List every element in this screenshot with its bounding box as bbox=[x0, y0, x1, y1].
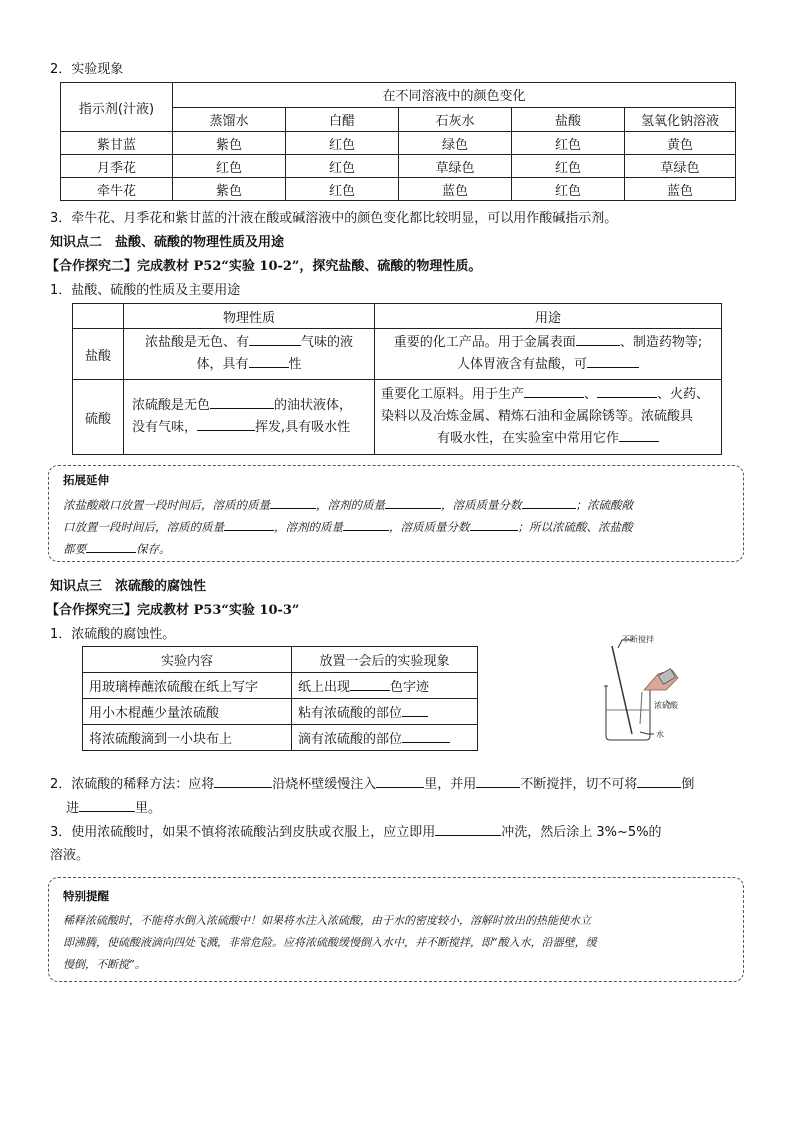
h2so4-use-cell bbox=[375, 380, 722, 455]
experiment-content: 用小木棍蘸少量浓硫酸 bbox=[83, 699, 292, 725]
table-cell: 红色 bbox=[512, 155, 625, 178]
blank-line[interactable] bbox=[637, 775, 681, 788]
table-row bbox=[61, 155, 736, 178]
warning-line-3: 慢倒，不断搅”。 bbox=[63, 958, 146, 971]
blank-line[interactable] bbox=[270, 496, 316, 509]
hcl-use-cell bbox=[375, 329, 722, 380]
extension-text: ，溶质质量分数 bbox=[441, 498, 522, 512]
blank-line[interactable] bbox=[402, 730, 450, 743]
blank-line[interactable] bbox=[470, 518, 518, 531]
column-header: 放置一会后的实验现象 bbox=[292, 647, 478, 673]
hcl-phys-text: 性 bbox=[288, 357, 302, 372]
blank-line[interactable] bbox=[249, 355, 289, 368]
blank-line[interactable] bbox=[619, 429, 659, 442]
table-cell: 红色 bbox=[173, 155, 286, 178]
corrosion-table bbox=[82, 646, 478, 751]
table-row bbox=[73, 380, 722, 455]
extension-text: 都要 bbox=[63, 542, 86, 556]
warning-line-1: 稀释浓硫酸时，不能将水倒入浓硫酸中！如果将水注入浓硫酸，由于水的密度较小，溶解时放出的热能使水立 bbox=[63, 914, 591, 927]
table-row bbox=[83, 673, 478, 699]
group-header: 在不同溶液中的颜色变化 bbox=[173, 83, 736, 108]
table-cell: 紫色 bbox=[173, 132, 286, 155]
h2so4-phys-text: 浓硫酸是无色 bbox=[132, 398, 211, 413]
observation-text: 粘有浓硫酸的部位 bbox=[298, 706, 403, 721]
column-header: 氢氧化钠溶液 bbox=[625, 107, 736, 132]
row-label: 牵牛花 bbox=[61, 178, 173, 201]
table-cell: 蓝色 bbox=[625, 178, 736, 201]
blank-line[interactable] bbox=[476, 775, 520, 788]
column-header-use: 用途 bbox=[375, 304, 722, 329]
table-cell: 紫色 bbox=[173, 178, 286, 201]
hand-bottle-icon bbox=[644, 669, 678, 690]
blank-line[interactable] bbox=[435, 823, 501, 836]
table-cell: 草绿色 bbox=[625, 155, 736, 178]
dilution-text: 沿烧杯壁缓慢注入 bbox=[272, 777, 377, 792]
blank-line[interactable] bbox=[343, 518, 389, 531]
table-cell: 红色 bbox=[286, 155, 399, 178]
dilution-line-1 bbox=[50, 775, 694, 794]
dilution-text: 里。 bbox=[135, 801, 162, 816]
h2so4-use-text: 重要化工原料。用于生产 bbox=[381, 387, 525, 402]
table-row bbox=[61, 132, 736, 155]
knowledge-point-2-title: 知识点二 盐酸、硫酸的物理性质及用途 bbox=[50, 235, 285, 250]
hcl-phys-text: 气味的液 bbox=[301, 335, 354, 350]
color-change-table bbox=[60, 82, 736, 201]
section-2-title: 2．实验现象 bbox=[50, 62, 124, 77]
observation-text: 纸上出现 bbox=[298, 680, 351, 695]
dilution-text: 2．浓硫酸的稀释方法：应将 bbox=[50, 777, 215, 792]
extension-line-1 bbox=[63, 495, 633, 515]
experiment-content: 将浓硫酸滴到一小块布上 bbox=[83, 725, 292, 751]
acid-properties-table bbox=[72, 303, 722, 455]
table-cell: 黄色 bbox=[625, 132, 736, 155]
blank-line[interactable] bbox=[385, 496, 441, 509]
extension-line-3 bbox=[63, 539, 171, 559]
blank-line[interactable] bbox=[79, 799, 135, 812]
dilution-text: 里，并用 bbox=[424, 777, 477, 792]
dilution-text: 不断搅拌，切不可将 bbox=[520, 777, 638, 792]
table-cell: 绿色 bbox=[399, 132, 512, 155]
blank-line[interactable] bbox=[86, 540, 136, 553]
extension-text: ；所以浓硫酸、浓盐酸 bbox=[517, 520, 633, 534]
column-header-physical: 物理性质 bbox=[124, 304, 375, 329]
blank-line[interactable] bbox=[224, 518, 274, 531]
experiment-observation bbox=[292, 673, 478, 699]
corrosion-heading: 1．浓硫酸的腐蚀性。 bbox=[50, 627, 176, 642]
hcl-use-text: 重要的化工产品。用于金属表面 bbox=[393, 335, 576, 350]
table-row bbox=[73, 329, 722, 380]
experiment-observation bbox=[292, 725, 478, 751]
blank-line[interactable] bbox=[376, 775, 424, 788]
observation-text: 滴有浓硫酸的部位 bbox=[298, 732, 403, 747]
hcl-phys-text: 体，具有 bbox=[196, 357, 249, 372]
glass-rod-icon bbox=[612, 646, 632, 734]
warning-box-title: 特别提醒 bbox=[63, 889, 109, 903]
blank-line[interactable] bbox=[249, 333, 301, 346]
hcl-physical-cell bbox=[124, 329, 375, 380]
column-header: 蒸馏水 bbox=[173, 107, 286, 132]
column-header: 实验内容 bbox=[83, 647, 292, 673]
h2so4-phys-text: 的油状液体， bbox=[274, 398, 353, 413]
blank-line[interactable] bbox=[524, 385, 584, 398]
warning-box bbox=[48, 877, 744, 982]
h2so4-physical-cell bbox=[124, 380, 375, 455]
extension-line-2 bbox=[63, 517, 633, 537]
extension-text: 浓盐酸敞口放置一段时间后，溶质的质量 bbox=[63, 498, 270, 512]
experiment-content: 用玻璃棒蘸浓硫酸在纸上写字 bbox=[83, 673, 292, 699]
coop-explore-2-title: 【合作探究二】完成教材 P52“实验 10-2”，探究盐酸、硫酸的物理性质。 bbox=[46, 259, 482, 274]
dilution-text: 进 bbox=[66, 801, 80, 816]
h2so4-use-text: 、火药、 bbox=[657, 387, 710, 402]
row-label-hcl: 盐酸 bbox=[73, 329, 124, 380]
table-corner-header: 指示剂(汁液) bbox=[61, 83, 173, 132]
hcl-phys-text: 浓盐酸是无色、有 bbox=[144, 335, 249, 350]
extension-box bbox=[48, 465, 744, 562]
column-header: 石灰水 bbox=[399, 107, 512, 132]
table-cell: 红色 bbox=[286, 132, 399, 155]
extension-text: ，溶质质量分数 bbox=[389, 520, 470, 534]
h2so4-use-text: 有吸水性，在实验室中常用它作 bbox=[436, 431, 619, 446]
table-cell: 草绿色 bbox=[399, 155, 512, 178]
label-water: 水 bbox=[656, 730, 664, 739]
table-corner bbox=[73, 304, 124, 329]
blank-line[interactable] bbox=[597, 385, 657, 398]
label-stir: 不断搅拌 bbox=[622, 635, 654, 644]
table-row bbox=[83, 725, 478, 751]
table-row bbox=[61, 178, 736, 201]
column-header: 白醋 bbox=[286, 107, 399, 132]
extension-box-title: 拓展延伸 bbox=[63, 473, 109, 487]
table-row bbox=[83, 699, 478, 725]
h2so4-phys-text: 挥发,具有吸水性 bbox=[255, 420, 351, 435]
knowledge-point-3-title: 知识点三 浓硫酸的腐蚀性 bbox=[50, 579, 207, 594]
h2so4-phys-text: 没有气味， bbox=[132, 420, 198, 435]
warning-line-2: 即沸腾，使硫酸液滴向四处飞溅，非常危险。应将浓硫酸缓慢倒入水中，并不断搅拌，即“酸入水，沿器壁，缓 bbox=[63, 936, 597, 949]
blank-line[interactable] bbox=[350, 678, 390, 691]
experiment-observation bbox=[292, 699, 478, 725]
blank-line[interactable] bbox=[214, 775, 272, 788]
blank-line[interactable] bbox=[402, 704, 428, 717]
table-cell: 红色 bbox=[512, 132, 625, 155]
label-acid: 浓硫酸 bbox=[654, 701, 678, 710]
dilution-line-2 bbox=[66, 799, 161, 818]
row-label: 月季花 bbox=[61, 155, 173, 178]
observation-text: 色字迹 bbox=[390, 680, 430, 695]
extension-text: ；浓硫酸敞 bbox=[575, 498, 633, 512]
hcl-use-text: 、制造药物等; bbox=[619, 335, 703, 350]
safety-text: 3．使用浓硫酸时，如果不慎将浓硫酸沾到皮肤或衣服上，应立即用 bbox=[50, 825, 436, 840]
blank-line[interactable] bbox=[587, 355, 639, 368]
blank-line[interactable] bbox=[197, 418, 255, 431]
h2so4-use-text: 染料以及冶炼金属、精炼石油和金属除锈等。浓硫酸具 bbox=[381, 409, 694, 424]
beaker-illustration bbox=[596, 634, 716, 744]
column-header: 盐酸 bbox=[512, 107, 625, 132]
blank-line[interactable] bbox=[210, 396, 274, 409]
h2so4-use-text: 、 bbox=[584, 387, 598, 402]
row-label-h2so4: 硫酸 bbox=[73, 380, 124, 455]
section-3-text: 3．牵牛花、月季花和紫甘蓝的汁液在酸或碱溶液中的颜色变化都比较明显，可以用作酸碱指示剂。 bbox=[50, 211, 618, 226]
extension-text: 保存。 bbox=[136, 542, 171, 556]
row-label: 紫甘蓝 bbox=[61, 132, 173, 155]
extension-text: ，溶剂的质量 bbox=[316, 498, 385, 512]
extension-text: 口放置一段时间后，溶质的质量 bbox=[63, 520, 224, 534]
beaker-icon bbox=[606, 686, 650, 740]
coop-explore-3-title: 【合作探究三】完成教材 P53“实验 10-3” bbox=[46, 603, 300, 618]
extension-text: ，溶剂的质量 bbox=[274, 520, 343, 534]
table-cell: 红色 bbox=[286, 178, 399, 201]
properties-heading: 1．盐酸、硫酸的性质及主要用途 bbox=[50, 283, 241, 298]
blank-line[interactable] bbox=[522, 496, 576, 509]
safety-text: 冲洗，然后涂上 3%~5%的 bbox=[501, 825, 662, 840]
hcl-use-text: 人体胃液含有盐酸，可 bbox=[456, 357, 587, 372]
table-cell: 蓝色 bbox=[399, 178, 512, 201]
table-cell: 红色 bbox=[512, 178, 625, 201]
safety-line-2: 溶液。 bbox=[50, 848, 90, 863]
blank-line[interactable] bbox=[576, 333, 620, 346]
dilution-text: 倒 bbox=[681, 777, 695, 792]
dilution-figure bbox=[596, 634, 716, 744]
safety-line-1 bbox=[50, 823, 662, 842]
